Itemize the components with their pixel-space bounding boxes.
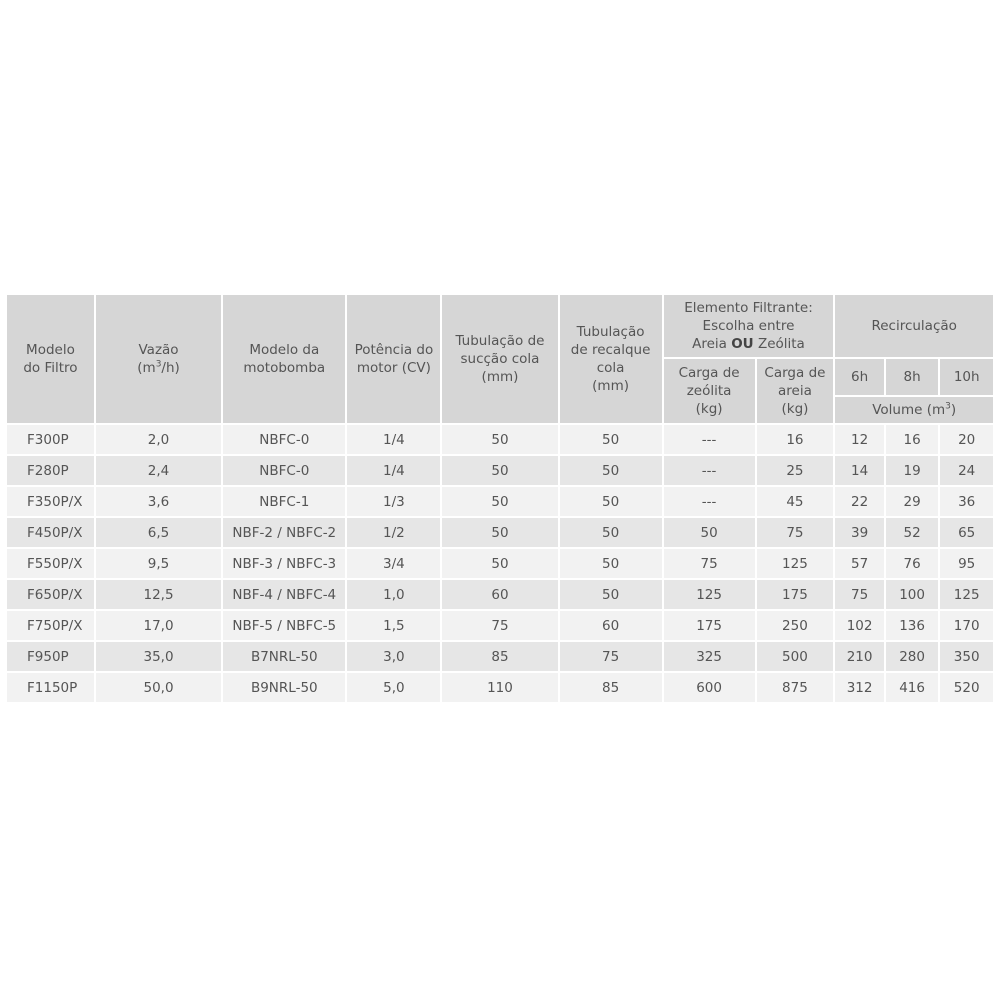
cell-carga-areia: 25 xyxy=(757,456,834,485)
cell-motobomba: NBF-4 / NBFC-4 xyxy=(223,580,345,609)
header-potencia: Potência do motor (CV) xyxy=(347,295,440,423)
header-6h: 6h xyxy=(835,359,884,395)
cell-vol-6h: 39 xyxy=(835,518,884,547)
cell-recalque: 50 xyxy=(560,487,662,516)
cell-vol-6h: 210 xyxy=(835,642,884,671)
cell-carga-areia: 500 xyxy=(757,642,834,671)
cell-motobomba: NBF-5 / NBFC-5 xyxy=(223,611,345,640)
header-10h: 10h xyxy=(940,359,993,395)
cell-vol-8h: 416 xyxy=(886,673,939,702)
cell-succao: 50 xyxy=(442,549,557,578)
cell-modelo: F650P/X xyxy=(7,580,94,609)
cell-vazao: 6,5 xyxy=(96,518,221,547)
cell-modelo: F350P/X xyxy=(7,487,94,516)
cell-potencia: 1,0 xyxy=(347,580,440,609)
table-header xyxy=(7,295,993,423)
cell-vazao: 12,5 xyxy=(96,580,221,609)
table-row xyxy=(7,611,993,640)
cell-potencia: 1/4 xyxy=(347,456,440,485)
table-row xyxy=(7,642,993,671)
cell-modelo: F950P xyxy=(7,642,94,671)
cell-vol-10h: 95 xyxy=(940,549,993,578)
cell-vol-8h: 52 xyxy=(886,518,939,547)
cell-carga-zeolita: 75 xyxy=(664,549,755,578)
cell-vol-10h: 20 xyxy=(940,425,993,454)
cell-recalque: 50 xyxy=(560,518,662,547)
cell-succao: 50 xyxy=(442,518,557,547)
cell-carga-zeolita: 325 xyxy=(664,642,755,671)
cell-succao: 50 xyxy=(442,487,557,516)
header-modelo: Modelo do Filtro xyxy=(7,295,94,423)
table-row xyxy=(7,673,993,702)
cell-vol-10h: 350 xyxy=(940,642,993,671)
cell-motobomba: NBFC-1 xyxy=(223,487,345,516)
cell-motobomba: NBF-3 / NBFC-3 xyxy=(223,549,345,578)
cell-vol-10h: 170 xyxy=(940,611,993,640)
cell-potencia: 3,0 xyxy=(347,642,440,671)
cell-vol-8h: 29 xyxy=(886,487,939,516)
cell-vazao: 35,0 xyxy=(96,642,221,671)
cell-recalque: 50 xyxy=(560,549,662,578)
header-recalque: Tubulação de recalque cola (mm) xyxy=(560,295,662,423)
table-row xyxy=(7,487,993,516)
cell-recalque: 50 xyxy=(560,580,662,609)
table-row xyxy=(7,425,993,454)
cell-vol-6h: 14 xyxy=(835,456,884,485)
cell-recalque: 50 xyxy=(560,456,662,485)
header-elemento-filtrante: Elemento Filtrante: Escolha entre Areia OU Zeólita xyxy=(664,295,834,357)
cell-vol-10h: 24 xyxy=(940,456,993,485)
cell-carga-areia: 45 xyxy=(757,487,834,516)
header-vazao xyxy=(96,295,221,423)
cell-carga-zeolita: --- xyxy=(664,425,755,454)
cell-potencia: 1/4 xyxy=(347,425,440,454)
table-row xyxy=(7,456,993,485)
cell-vazao: 2,4 xyxy=(96,456,221,485)
cell-carga-areia: 125 xyxy=(757,549,834,578)
cell-vazao: 17,0 xyxy=(96,611,221,640)
cell-succao: 50 xyxy=(442,456,557,485)
cell-vol-8h: 136 xyxy=(886,611,939,640)
cell-motobomba: NBFC-0 xyxy=(223,456,345,485)
cell-carga-areia: 875 xyxy=(757,673,834,702)
cell-vol-6h: 12 xyxy=(835,425,884,454)
cell-recalque: 50 xyxy=(560,425,662,454)
cell-carga-zeolita: 175 xyxy=(664,611,755,640)
header-vazao-label: Vazão xyxy=(138,342,179,358)
cell-potencia: 5,0 xyxy=(347,673,440,702)
table-body xyxy=(7,425,993,702)
cell-vol-10h: 36 xyxy=(940,487,993,516)
cell-vol-8h: 16 xyxy=(886,425,939,454)
cell-modelo: F550P/X xyxy=(7,549,94,578)
cell-motobomba: NBF-2 / NBFC-2 xyxy=(223,518,345,547)
cell-vol-8h: 19 xyxy=(886,456,939,485)
header-ou: OU xyxy=(731,336,754,352)
cell-recalque: 75 xyxy=(560,642,662,671)
cell-vazao: 3,6 xyxy=(96,487,221,516)
header-8h: 8h xyxy=(886,359,939,395)
header-carga-zeolita: Carga de zeólita (kg) xyxy=(664,359,755,423)
cell-carga-areia: 16 xyxy=(757,425,834,454)
cell-carga-zeolita: --- xyxy=(664,456,755,485)
header-vazao-unit: $(m^3/h)$ xyxy=(137,359,180,376)
cell-vazao: 9,5 xyxy=(96,549,221,578)
cell-carga-areia: 175 xyxy=(757,580,834,609)
cell-motobomba: B9NRL-50 xyxy=(223,673,345,702)
cell-carga-areia: 75 xyxy=(757,518,834,547)
table-row xyxy=(7,518,993,547)
header-motobomba: Modelo da motobomba xyxy=(223,295,345,423)
cell-potencia: 1,5 xyxy=(347,611,440,640)
cell-vol-6h: 57 xyxy=(835,549,884,578)
filter-spec-table xyxy=(5,293,995,704)
cell-vol-8h: 76 xyxy=(886,549,939,578)
cell-motobomba: B7NRL-50 xyxy=(223,642,345,671)
cell-succao: 110 xyxy=(442,673,557,702)
cell-succao: 50 xyxy=(442,425,557,454)
cell-modelo: F750P/X xyxy=(7,611,94,640)
cell-recalque: 85 xyxy=(560,673,662,702)
cell-potencia: 3/4 xyxy=(347,549,440,578)
cell-succao: 60 xyxy=(442,580,557,609)
cell-vol-10h: 520 xyxy=(940,673,993,702)
cell-carga-areia: 250 xyxy=(757,611,834,640)
cell-vol-6h: 312 xyxy=(835,673,884,702)
header-carga-areia: Carga de areia (kg) xyxy=(757,359,834,423)
cell-succao: 75 xyxy=(442,611,557,640)
cell-carga-zeolita: --- xyxy=(664,487,755,516)
table-row xyxy=(7,549,993,578)
cell-motobomba: NBFC-0 xyxy=(223,425,345,454)
cell-modelo: F450P/X xyxy=(7,518,94,547)
cell-carga-zeolita: 50 xyxy=(664,518,755,547)
cell-vazao: 2,0 xyxy=(96,425,221,454)
cell-carga-zeolita: 600 xyxy=(664,673,755,702)
cell-vol-8h: 280 xyxy=(886,642,939,671)
cell-modelo: F1150P xyxy=(7,673,94,702)
header-recirculacao: Recirculação xyxy=(835,295,993,357)
cell-recalque: 60 xyxy=(560,611,662,640)
table-row xyxy=(7,580,993,609)
cell-vol-10h: 65 xyxy=(940,518,993,547)
cell-potencia: 1/2 xyxy=(347,518,440,547)
header-volume: Volume $(m^3)$ xyxy=(835,397,993,423)
cell-modelo: F280P xyxy=(7,456,94,485)
cell-succao: 85 xyxy=(442,642,557,671)
cell-vazao: 50,0 xyxy=(96,673,221,702)
cell-vol-8h: 100 xyxy=(886,580,939,609)
cell-potencia: 1/3 xyxy=(347,487,440,516)
cell-carga-zeolita: 125 xyxy=(664,580,755,609)
header-succao: Tubulação de sucção cola (mm) xyxy=(442,295,557,423)
cell-vol-10h: 125 xyxy=(940,580,993,609)
cell-vol-6h: 75 xyxy=(835,580,884,609)
cell-vol-6h: 102 xyxy=(835,611,884,640)
cell-modelo: F300P xyxy=(7,425,94,454)
cell-vol-6h: 22 xyxy=(835,487,884,516)
